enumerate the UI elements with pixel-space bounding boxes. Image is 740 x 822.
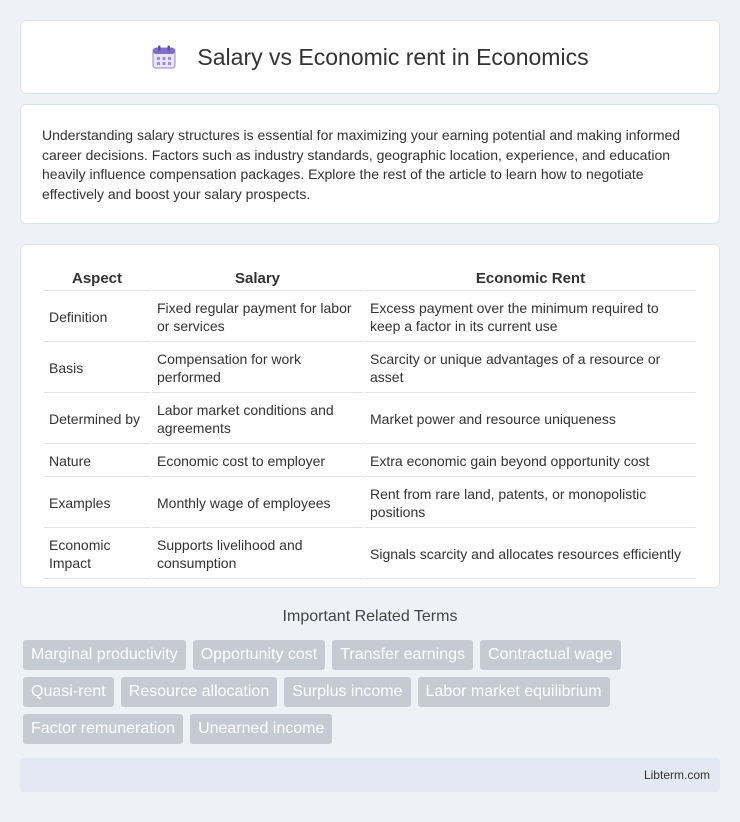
page-title: Salary vs Economic rent in Economics [197,43,589,70]
table-cell: Nature [44,446,150,477]
table-row [44,344,696,393]
related-term-tag[interactable]: Marginal productivity [23,640,186,670]
calendar-icon [151,44,177,70]
table-cell: Fixed regular payment for labor or services [152,293,363,342]
table-cell: Excess payment over the minimum required to keep a factor in its current use [365,293,696,342]
column-header: Aspect [44,267,150,291]
table-cell: Supports livelihood and consumption [152,530,363,579]
related-terms-list [23,640,723,751]
table-cell: Rent from rare land, patents, or monopolistic positions [365,479,696,528]
related-term-tag[interactable]: Opportunity cost [193,640,326,670]
footer [20,758,720,792]
related-term-tag[interactable]: Labor market equilibrium [418,677,610,707]
column-header: Economic Rent [365,267,696,291]
table-cell: Examples [44,479,150,528]
table-cell: Signals scarcity and allocates resources efficiently [365,530,696,579]
related-term-tag[interactable]: Surplus income [284,677,410,707]
table-row [44,395,696,444]
table-row [44,530,696,579]
table-cell: Market power and resource uniqueness [365,395,696,444]
table-cell: Determined by [44,395,150,444]
table-header-row [44,267,696,291]
table-cell: Labor market conditions and agreements [152,395,363,444]
table-cell: Economic Impact [44,530,150,579]
related-term-tag[interactable]: Transfer earnings [332,640,473,670]
table-cell: Monthly wage of employees [152,479,363,528]
related-terms-title: Important Related Terms [282,608,458,625]
intro-text: Understanding salary structures is essential for maximizing your earning potential and making informed career decisions. Factors such as industry standards, geographic location, experience, and education heavily influence compensation packages. Explore the rest of the article to learn how to negotiate effectively and boost your salary prospects. [42,127,681,202]
related-term-tag[interactable]: Contractual wage [480,640,621,670]
table-row [44,293,696,342]
comparison-table-card [20,244,720,588]
table-cell: Basis [44,344,150,393]
related-term-tag[interactable]: Factor remuneration [23,714,183,744]
table-cell: Definition [44,293,150,342]
related-term-tag[interactable]: Resource allocation [121,677,278,707]
intro-card [20,104,720,224]
column-header: Salary [152,267,363,291]
table-cell: Compensation for work performed [152,344,363,393]
comparison-table [42,265,698,581]
related-term-tag[interactable]: Quasi-rent [23,677,114,707]
table-cell: Economic cost to employer [152,446,363,477]
title-card [20,20,720,94]
table-cell: Scarcity or unique advantages of a resource or asset [365,344,696,393]
table-row [44,479,696,528]
table-row [44,446,696,477]
footer-brand-link[interactable]: Libterm.com [643,768,710,782]
related-term-tag[interactable]: Unearned income [190,714,332,744]
table-cell: Extra economic gain beyond opportunity cost [365,446,696,477]
